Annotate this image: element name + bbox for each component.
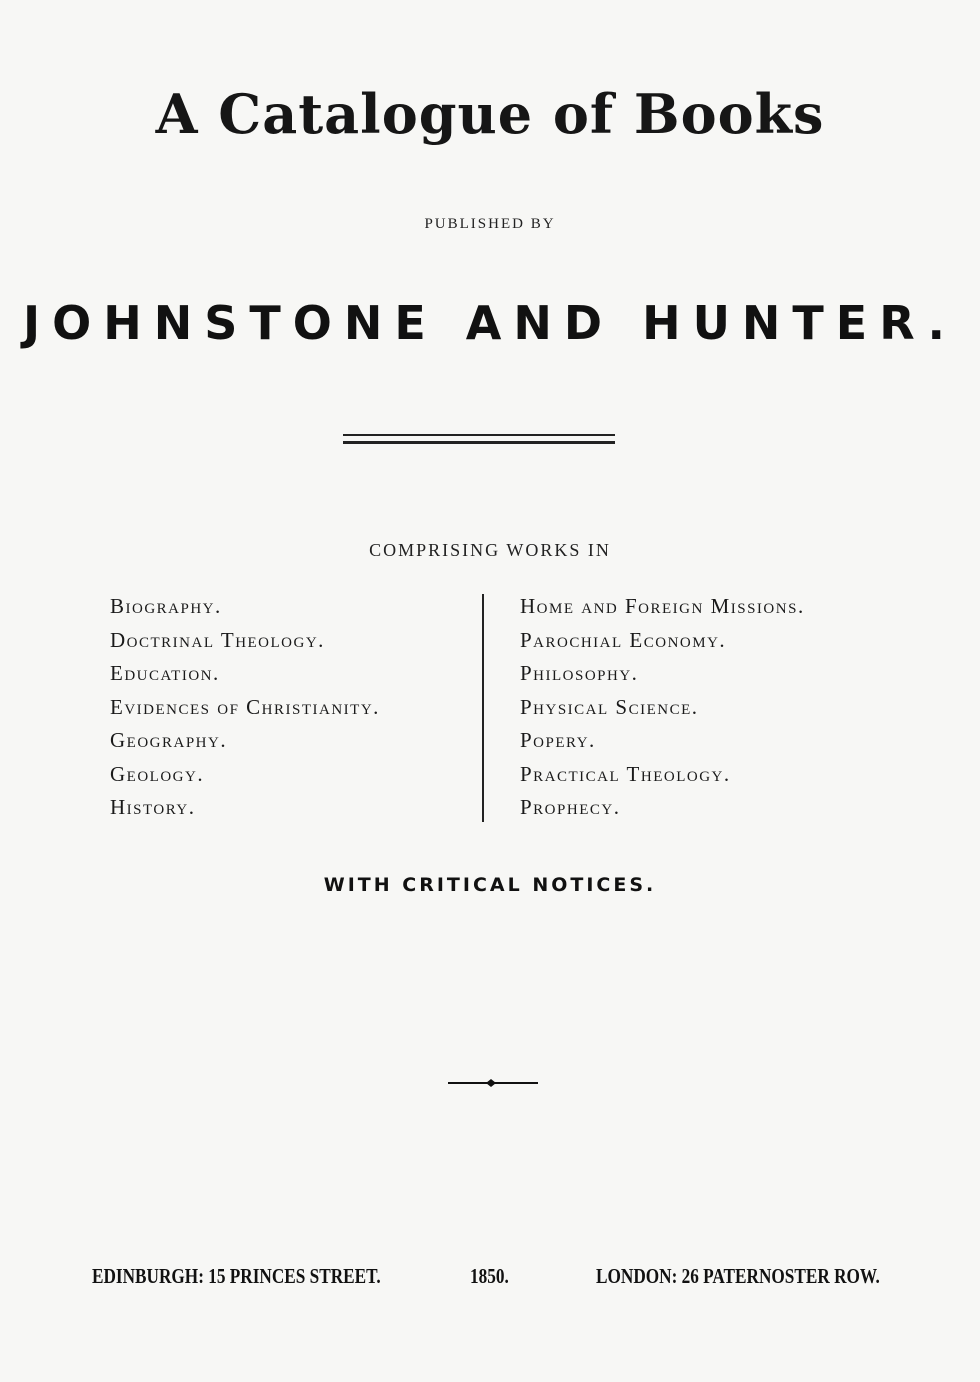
subject-item: Popery. xyxy=(520,728,596,752)
subject-item: Prophecy. xyxy=(520,795,621,819)
double-rule-top xyxy=(343,434,615,436)
subject-item: Parochial Economy. xyxy=(520,627,727,652)
subject-item: Biography. xyxy=(110,594,222,618)
critical-notices-label: WITH CRITICAL NOTICES. xyxy=(323,874,657,896)
subjects-left-column xyxy=(110,590,380,825)
published-by-label: PUBLISHED BY xyxy=(424,216,556,232)
footer-year: 1850. xyxy=(470,1264,509,1288)
double-rule-bottom xyxy=(343,441,615,444)
subject-item: Geography. xyxy=(110,728,228,752)
column-divider xyxy=(482,594,484,822)
subject-item: Home and Foreign Missions. xyxy=(520,594,805,618)
subject-item: Physical Science. xyxy=(520,694,699,719)
diamond-rule-ornament-icon xyxy=(448,1074,538,1092)
subject-item: Geology. xyxy=(110,761,205,786)
catalogue-title: A Catalogue of Books xyxy=(155,82,825,146)
subjects-right-column xyxy=(520,590,805,825)
subject-item: Doctrinal Theology. xyxy=(110,627,325,652)
subject-item: Philosophy. xyxy=(520,661,639,685)
footer-edinburgh-address: EDINBURGH: 15 PRINCES STREET. xyxy=(92,1264,381,1288)
comprising-label: COMPRISING WORKS IN xyxy=(369,540,611,560)
footer-london-address: LONDON: 26 PATERNOSTER ROW. xyxy=(596,1264,880,1288)
subject-item: History. xyxy=(110,795,196,819)
subject-item: Education. xyxy=(110,661,220,685)
subject-item: Evidences of Christianity. xyxy=(110,694,380,719)
publisher-name: JOHNSTONE AND HUNTER. xyxy=(23,296,957,350)
subject-item: Practical Theology. xyxy=(520,761,731,786)
